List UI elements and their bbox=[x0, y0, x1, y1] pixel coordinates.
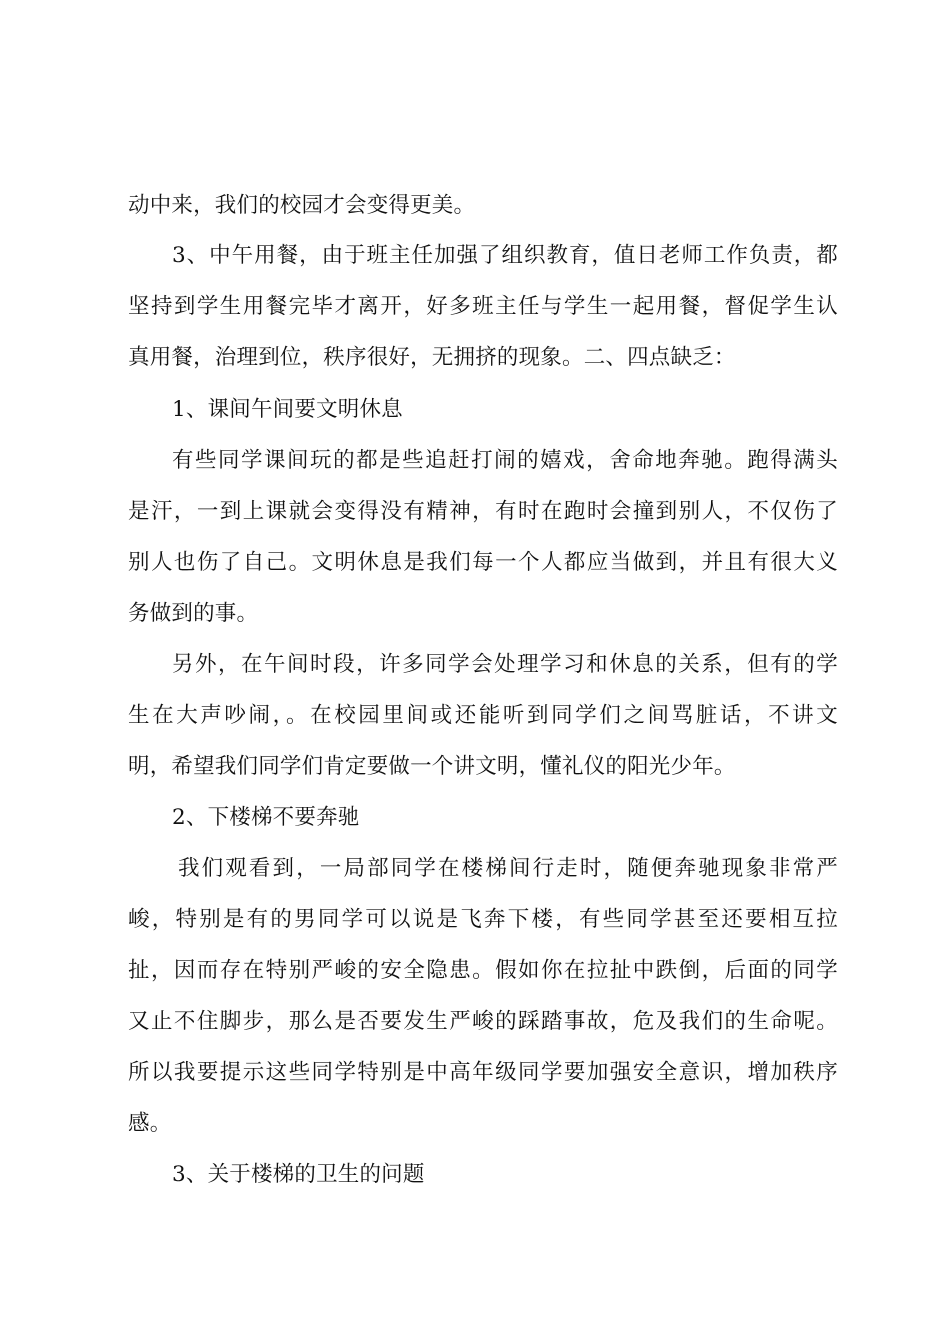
section-heading: 3、关于楼梯的卫生的问题 bbox=[172, 1162, 425, 1187]
paragraph-line: 生在大声吵闹，。在校园里间或还能听到同学们之间骂脏话，不讲文 bbox=[128, 703, 838, 728]
paragraph-line: 有些同学课间玩的都是些追赶打闹的嬉戏，舍命地奔驰。跑得满头 bbox=[172, 448, 838, 473]
paragraph-line: 动中来，我们的校园才会变得更美。 bbox=[128, 193, 476, 218]
paragraph-line: 感。 bbox=[128, 1111, 172, 1136]
paragraph-line: 是汗，一到上课就会变得没有精神，有时在跑时会撞到别人，不仅伤了 bbox=[128, 499, 838, 524]
section-heading: 2、下楼梯不要奔驰 bbox=[172, 805, 360, 830]
paragraph-line: 另外，在午间时段，许多同学会处理学习和休息的关系，但有的学 bbox=[172, 652, 838, 677]
paragraph-line: 明，希望我们同学们肯定要做一个讲文明，懂礼仪的阳光少年。 bbox=[128, 754, 736, 779]
paragraph-line: 坚持到学生用餐完毕才离开，好多班主任与学生一起用餐，督促学生认 bbox=[128, 294, 838, 319]
paragraph-line: 真用餐，治理到位，秩序很好，无拥挤的现象。二、四点缺乏： bbox=[128, 345, 736, 370]
paragraph-line: 又止不住脚步，那么是否要发生严峻的踩踏事故，危及我们的生命呢。 bbox=[128, 1009, 838, 1034]
paragraph-line: 扯，因而存在特别严峻的安全隐患。假如你在拉扯中跌倒，后面的同学 bbox=[128, 958, 838, 983]
paragraph-line: 所以我要提示这些同学特别是中高年级同学要加强安全意识，增加秩序 bbox=[128, 1060, 838, 1085]
paragraph-line: 峻，特别是有的男同学可以说是飞奔下楼，有些同学甚至还要相互拉 bbox=[128, 907, 838, 932]
paragraph-line: 3、中午用餐，由于班主任加强了组织教育，值日老师工作负责，都 bbox=[172, 243, 838, 268]
section-heading: 1、课间午间要文明休息 bbox=[172, 397, 403, 422]
paragraph-line: 我们观看到，一局部同学在楼梯间行走时，随便奔驰现象非常严 bbox=[178, 856, 838, 881]
paragraph-line: 务做到的事。 bbox=[128, 601, 259, 626]
paragraph-line: 别人也伤了自己。文明休息是我们每一个人都应当做到，并且有很大义 bbox=[128, 550, 838, 575]
